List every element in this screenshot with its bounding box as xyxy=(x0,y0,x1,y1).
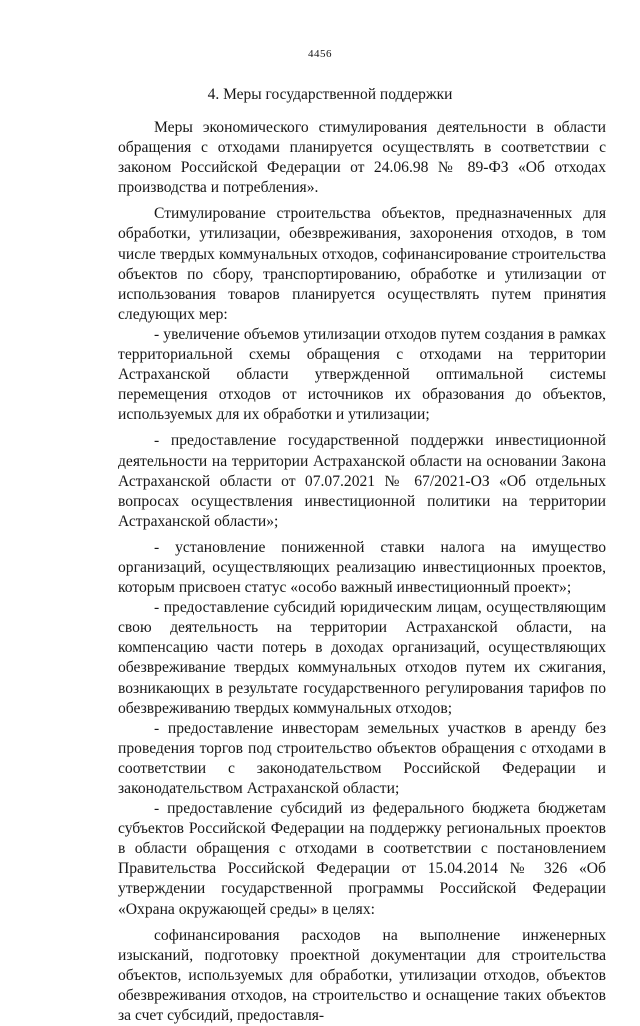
list-item-utilization: - увеличение объемов утилизации отходов путем создания в рамках территориальной схемы обращения с отходами на территории Астраханской области утвержденной оптимальной системы перемещения отходов от источников их образования до объектов, используемых для их обработки и утилизации; xyxy=(118,325,606,424)
document-body xyxy=(118,118,606,1026)
paragraph-intro: Меры экономического стимулирования деятельности в области обращения с отходами планируется осуществлять в соответствии с законом Российской Федерации от 24.06.98 № 89-ФЗ «Об отходах производства и потребления». xyxy=(118,119,606,197)
list-item-investment-support: - предоставление государственной поддержки инвестиционной деятельности на территории Астраханской области на основании Закона Астраханской области от 07.07.2021 № 67/2021-ОЗ «Об отдельных вопросах осуществления инвестиционной политики на территории Астраханской области»; xyxy=(118,432,606,530)
page-number: 4456 xyxy=(308,48,332,60)
paragraph-cofinancing: софинансирования расходов на выполнение инженерных изысканий, подготовку проектной документации для строительства объектов, используемых для обработки, утилизации отходов, объектов обезвреживания отходов, на строительство и оснащение таких объектов за счет субсидий, предоставля- xyxy=(118,926,606,1025)
section-title: 4. Меры государственной поддержки xyxy=(207,86,453,103)
list-item-land-lease: - предоставление инвесторам земельных участков в аренду без проведения торгов под строительство объектов обращения с отходами в соответствии с законодательством Российской Федерации и законодательством Астраханской области; xyxy=(118,719,606,797)
paragraph-stimulation: Стимулирование строительства объектов, предназначенных для обработки, утилизации, обезвреживания, захоронения отходов, в том числе твердых коммунальных отходов, софинансирование строительства объектов по сбору, транспортированию, обработке и утилизации от использования товаров планируется осуществлять путем принятия следующих мер: xyxy=(118,205,606,323)
list-item-tax-rate: - установление пониженной ставки налога на имущество организаций, осуществляющих реализацию инвестиционных проектов, которым присвоен статус «особо важный инвестиционный проект»; xyxy=(118,538,606,597)
list-item-subsidies-legal: - предоставление субсидий юридическим лицам, осуществляющим свою деятельность на территории Астраханской области, на компенсацию части потерь в доходах организаций, осуществляющих обезвреживание твердых коммунальных отходов путем их сжигания, возникающих в результате государственного регулирования тарифов по обезвреживанию твердых коммунальных отходов; xyxy=(118,599,606,717)
list-item-federal-subsidies: - предоставление субсидий из федерального бюджета бюджетам субъектов Российской Федерации на поддержку региональных проектов в области обращения с отходами в соответствии с постановлением Правительства Российской Федерации от 15.04.2014 № 326 «Об утверждении государственной программы Российской Федерации «Охрана окружающей среды» в целях: xyxy=(118,800,606,918)
